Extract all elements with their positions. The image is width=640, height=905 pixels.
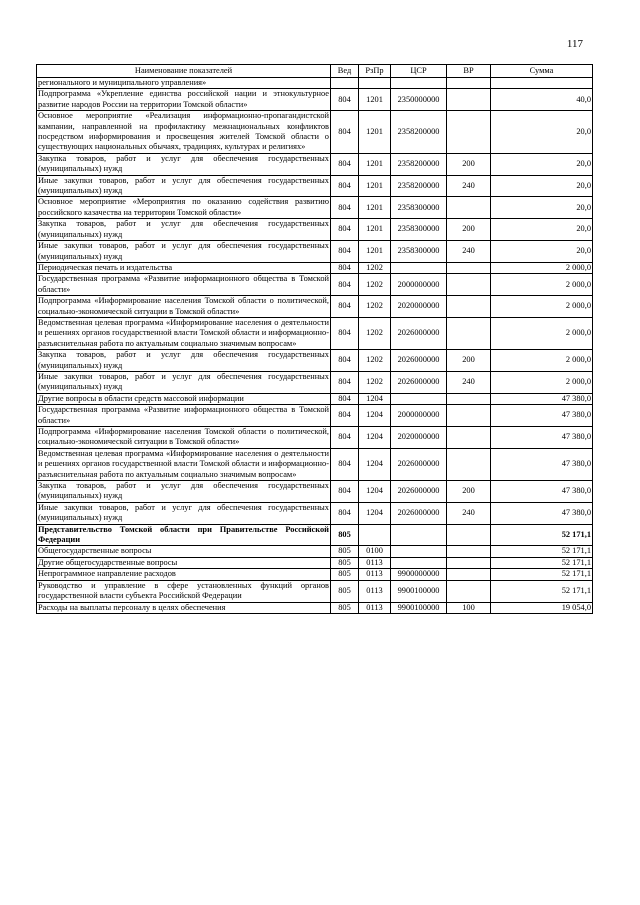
cell-rzpr: 0113 — [359, 557, 391, 568]
cell-vr: 240 — [447, 502, 491, 524]
cell-name: Иные закупки товаров, работ и услуг для обеспечения государственных (муниципальных) нужд — [38, 502, 329, 523]
cell-name: Основное мероприятие «Реализация информационно-пропагандистской кампании, направленной на профилактику межнациональных конфликтов посредством информирования и просвещения жителей Томской области о существующих национальных обычаях, традициях, культурах и религиях» — [38, 111, 329, 152]
cell-sum: 47 380,0 — [491, 427, 593, 449]
cell-vr: 200 — [447, 153, 491, 175]
cell-csr — [391, 262, 447, 273]
cell-rzpr: 1202 — [359, 262, 391, 273]
cell-sum: 2 000,0 — [491, 317, 593, 349]
cell-csr: 2000000000 — [391, 405, 447, 427]
cell-name: Представительство Томской области при Правительстве Российской Федерации — [38, 524, 329, 545]
table-row — [37, 524, 593, 546]
cell-vr — [447, 546, 491, 557]
cell-vr — [447, 580, 491, 602]
cell-ved: 804 — [331, 296, 359, 318]
cell-csr: 2020000000 — [391, 427, 447, 449]
cell-ved: 804 — [331, 448, 359, 480]
table-row — [37, 350, 593, 372]
table-row — [37, 557, 593, 568]
cell-rzpr: 1202 — [359, 371, 391, 393]
cell-rzpr: 1201 — [359, 241, 391, 263]
cell-csr: 2026000000 — [391, 502, 447, 524]
cell-vr — [447, 89, 491, 111]
cell-vr: 200 — [447, 219, 491, 241]
cell-name: Подпрограмма «Укрепление единства российской нации и этнокультурное развитие народов России на территории Томской области» — [38, 89, 329, 109]
table-row — [37, 296, 593, 318]
cell-name: Подпрограмма «Информирование населения Томской области о политической, социально-экономической ситуации в Томской области» — [38, 427, 329, 447]
cell-name: регионального и муниципального управления» — [37, 78, 331, 89]
cell-ved: 804 — [331, 393, 359, 404]
table-row — [37, 197, 593, 219]
cell-sum: 20,0 — [491, 153, 593, 175]
table-row — [37, 602, 593, 613]
cell-csr: 9900100000 — [391, 602, 447, 613]
cell-rzpr: 1204 — [359, 405, 391, 427]
cell-sum: 52 171,1 — [491, 557, 593, 568]
cell-ved: 805 — [331, 602, 359, 613]
cell-sum: 47 380,0 — [491, 481, 593, 503]
cell-sum: 20,0 — [491, 197, 593, 219]
cell-rzpr: 1204 — [359, 502, 391, 524]
cell-csr: 2026000000 — [391, 371, 447, 393]
cell-name: Иные закупки товаров, работ и услуг для обеспечения государственных (муниципальных) нужд — [38, 241, 329, 261]
cell-csr: 2026000000 — [391, 448, 447, 480]
cell-csr: 2026000000 — [391, 481, 447, 503]
cell-rzpr: 1204 — [359, 427, 391, 449]
cell-rzpr: 1204 — [359, 481, 391, 503]
table-row — [37, 175, 593, 197]
cell-csr: 2026000000 — [391, 350, 447, 372]
cell-sum: 20,0 — [491, 175, 593, 197]
cell-vr — [447, 78, 491, 89]
header-name: Наименование показателей — [37, 65, 331, 78]
table-row — [37, 546, 593, 557]
cell-sum: 20,0 — [491, 219, 593, 241]
cell-name: Подпрограмма «Информирование населения Томской области о политической, социально-экономической ситуации в Томской области» — [38, 296, 329, 316]
cell-vr: 200 — [447, 350, 491, 372]
cell-vr: 200 — [447, 481, 491, 503]
cell-vr — [447, 557, 491, 568]
cell-rzpr: 1204 — [359, 393, 391, 404]
cell-ved: 804 — [331, 405, 359, 427]
cell-ved: 805 — [331, 546, 359, 557]
cell-name: Закупка товаров, работ и услуг для обеспечения государственных (муниципальных) нужд — [38, 350, 329, 370]
cell-vr — [447, 405, 491, 427]
cell-name: Закупка товаров, работ и услуг для обеспечения государственных (муниципальных) нужд — [38, 481, 329, 501]
cell-ved: 805 — [331, 557, 359, 568]
table-row — [37, 274, 593, 296]
budget-table — [36, 64, 593, 614]
table-header-row — [37, 65, 593, 78]
cell-rzpr: 1201 — [359, 175, 391, 197]
table-row — [37, 448, 593, 480]
cell-ved: 804 — [331, 481, 359, 503]
cell-rzpr: 1202 — [359, 350, 391, 372]
cell-rzpr: 0113 — [359, 569, 391, 580]
cell-sum: 47 380,0 — [491, 393, 593, 404]
cell-csr: 2358200000 — [391, 111, 447, 154]
cell-rzpr: 0113 — [359, 602, 391, 613]
cell-vr: 240 — [447, 241, 491, 263]
cell-name: Периодическая печать и издательства — [37, 262, 331, 273]
cell-csr — [391, 546, 447, 557]
cell-name: Ведомственная целевая программа «Информирование населения о деятельности и решениях органов государственной власти Томской области и информационно-разъяснительная работа по актуальным социально значимым вопросам» — [38, 317, 329, 348]
cell-rzpr: 0100 — [359, 546, 391, 557]
cell-name: Закупка товаров, работ и услуг для обеспечения государственных (муниципальных) нужд — [38, 219, 329, 239]
cell-rzpr: 1201 — [359, 89, 391, 111]
table-row — [37, 317, 593, 349]
cell-csr: 2358300000 — [391, 241, 447, 263]
cell-csr — [391, 393, 447, 404]
table-row — [37, 78, 593, 89]
table-row — [37, 262, 593, 273]
page-number: 117 — [566, 38, 583, 50]
cell-rzpr: 1201 — [359, 197, 391, 219]
cell-ved: 804 — [331, 317, 359, 349]
table-body — [37, 78, 593, 614]
table-row — [37, 219, 593, 241]
header-sum: Сумма — [491, 65, 593, 78]
cell-sum: 52 171,1 — [491, 569, 593, 580]
cell-name: Непрограммное направление расходов — [37, 569, 331, 580]
cell-sum: 47 380,0 — [491, 405, 593, 427]
cell-name: Общегосударственные вопросы — [37, 546, 331, 557]
cell-csr: 2358200000 — [391, 175, 447, 197]
table-row — [37, 111, 593, 154]
cell-csr: 9900100000 — [391, 580, 447, 602]
cell-name: Ведомственная целевая программа «Информирование населения о деятельности и решениях органов государственной власти Томской области и информационно-разъяснительная работа по актуальным социально значимым вопросам» — [38, 448, 329, 479]
cell-sum: 40,0 — [491, 89, 593, 111]
cell-rzpr — [359, 78, 391, 89]
cell-ved — [331, 78, 359, 89]
table-row — [37, 502, 593, 524]
cell-csr — [391, 524, 447, 546]
cell-vr — [447, 197, 491, 219]
cell-ved: 804 — [331, 89, 359, 111]
table-row — [37, 393, 593, 404]
cell-ved: 804 — [331, 175, 359, 197]
cell-sum: 47 380,0 — [491, 502, 593, 524]
cell-name: Иные закупки товаров, работ и услуг для обеспечения государственных (муниципальных) нужд — [38, 175, 329, 196]
cell-csr — [391, 557, 447, 568]
cell-ved: 804 — [331, 274, 359, 296]
cell-csr: 2026000000 — [391, 317, 447, 349]
cell-csr: 2358300000 — [391, 197, 447, 219]
cell-csr: 2358300000 — [391, 219, 447, 241]
cell-vr — [447, 262, 491, 273]
cell-name: Иные закупки товаров, работ и услуг для обеспечения государственных (муниципальных) нужд — [38, 371, 329, 392]
cell-name: Государственная программа «Развитие информационного общества в Томской области» — [38, 405, 329, 425]
cell-ved: 804 — [331, 350, 359, 372]
cell-sum: 2 000,0 — [491, 350, 593, 372]
cell-vr: 240 — [447, 175, 491, 197]
cell-ved: 804 — [331, 262, 359, 273]
cell-csr: 2350000000 — [391, 89, 447, 111]
header-ved: Вед — [331, 65, 359, 78]
cell-ved: 804 — [331, 502, 359, 524]
cell-vr — [447, 427, 491, 449]
cell-sum: 2 000,0 — [491, 296, 593, 318]
cell-rzpr: 1202 — [359, 274, 391, 296]
cell-vr: 100 — [447, 602, 491, 613]
cell-sum: 52 171,1 — [491, 524, 593, 546]
cell-vr — [447, 111, 491, 154]
cell-sum: 2 000,0 — [491, 262, 593, 273]
cell-csr: 2000000000 — [391, 274, 447, 296]
header-rzpr: РзПр — [359, 65, 391, 78]
cell-vr: 240 — [447, 371, 491, 393]
cell-sum: 20,0 — [491, 241, 593, 263]
cell-ved: 804 — [331, 111, 359, 154]
cell-sum: 52 171,1 — [491, 580, 593, 602]
header-csr: ЦСР — [391, 65, 447, 78]
cell-vr — [447, 317, 491, 349]
table-row — [37, 427, 593, 449]
cell-sum — [491, 78, 593, 89]
table-row — [37, 481, 593, 503]
cell-ved: 804 — [331, 371, 359, 393]
cell-ved: 805 — [331, 580, 359, 602]
cell-csr: 2020000000 — [391, 296, 447, 318]
cell-sum: 19 054,0 — [491, 602, 593, 613]
cell-ved: 804 — [331, 427, 359, 449]
cell-vr — [447, 448, 491, 480]
cell-vr — [447, 569, 491, 580]
table-row — [37, 153, 593, 175]
cell-sum: 47 380,0 — [491, 448, 593, 480]
cell-name: Расходы на выплаты персоналу в целях обеспечения — [37, 602, 331, 613]
cell-csr — [391, 78, 447, 89]
cell-name: Основное мероприятие «Мероприятия по оказанию содействия развитию российского казачества на территории Томской области» — [38, 197, 329, 217]
cell-vr — [447, 393, 491, 404]
cell-rzpr: 0113 — [359, 580, 391, 602]
cell-name: Руководство и управление в сфере установленных функций органов государственной власти субъекта Российской Федерации — [38, 580, 329, 601]
cell-vr — [447, 524, 491, 546]
cell-rzpr: 1202 — [359, 317, 391, 349]
cell-sum: 52 171,1 — [491, 546, 593, 557]
table-row — [37, 371, 593, 393]
cell-name: Другие общегосударственные вопросы — [37, 557, 331, 568]
cell-ved: 804 — [331, 241, 359, 263]
cell-rzpr: 1201 — [359, 219, 391, 241]
cell-name: Другие вопросы в области средств массовой информации — [37, 393, 331, 404]
cell-ved: 805 — [331, 524, 359, 546]
table-row — [37, 569, 593, 580]
cell-vr — [447, 296, 491, 318]
table-row — [37, 405, 593, 427]
table-row — [37, 580, 593, 602]
cell-ved: 804 — [331, 153, 359, 175]
cell-rzpr: 1204 — [359, 448, 391, 480]
table-row — [37, 89, 593, 111]
cell-rzpr: 1202 — [359, 296, 391, 318]
cell-sum: 2 000,0 — [491, 371, 593, 393]
cell-rzpr: 1201 — [359, 153, 391, 175]
cell-name: Государственная программа «Развитие информационного общества в Томской области» — [38, 274, 329, 294]
cell-csr: 9900000000 — [391, 569, 447, 580]
cell-ved: 804 — [331, 219, 359, 241]
cell-rzpr: 1201 — [359, 111, 391, 154]
cell-sum: 20,0 — [491, 111, 593, 154]
cell-sum: 2 000,0 — [491, 274, 593, 296]
cell-rzpr — [359, 524, 391, 546]
cell-csr: 2358200000 — [391, 153, 447, 175]
table-row — [37, 241, 593, 263]
cell-ved: 804 — [331, 197, 359, 219]
cell-name: Закупка товаров, работ и услуг для обеспечения государственных (муниципальных) нужд — [38, 153, 329, 174]
cell-ved: 805 — [331, 569, 359, 580]
cell-vr — [447, 274, 491, 296]
header-vr: ВР — [447, 65, 491, 78]
